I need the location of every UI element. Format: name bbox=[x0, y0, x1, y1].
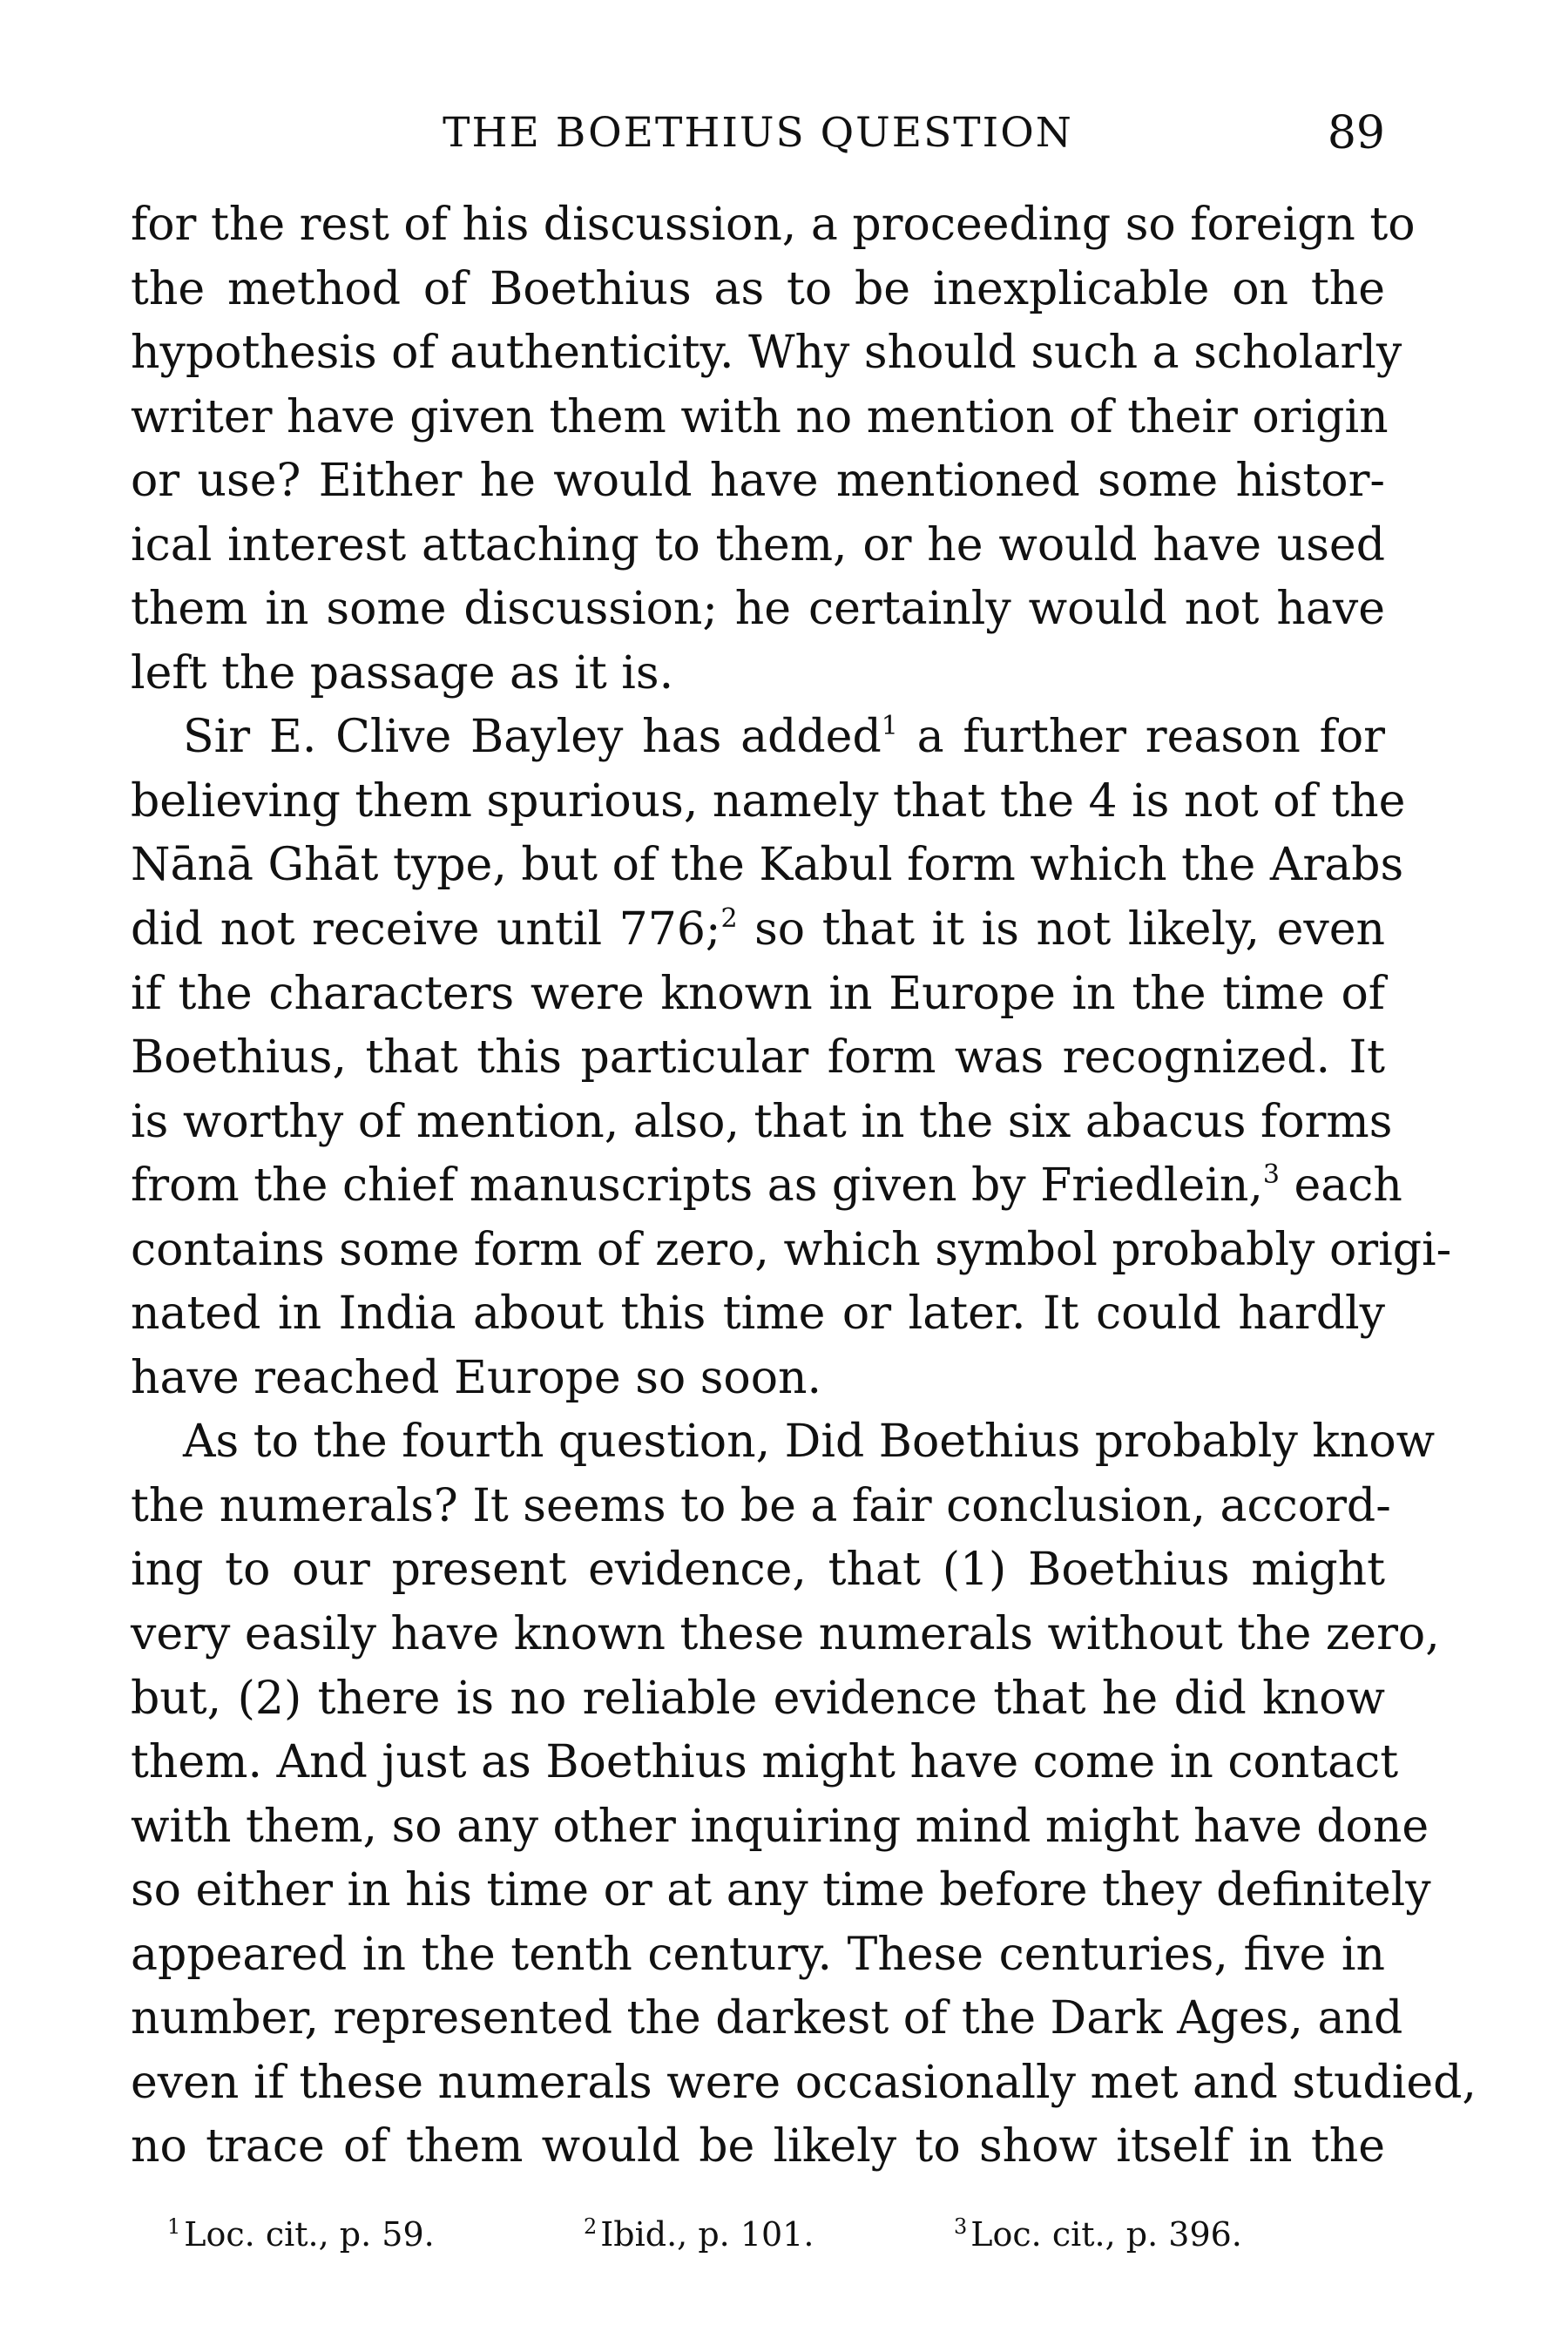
footnote-text: Ibid., p. 101. bbox=[600, 2215, 814, 2254]
text-line: very easily have known these numerals without the zero, bbox=[131, 1608, 1440, 1661]
text-line: is worthy of mention, also, that in the six abacus forms bbox=[131, 1095, 1393, 1148]
text-line: them. And just as Boethius might have come in contact bbox=[131, 1736, 1399, 1789]
text-line bbox=[131, 898, 1385, 963]
body-text bbox=[131, 193, 1477, 2180]
text-line: them in some discussion; he certainly would not have bbox=[131, 583, 1385, 636]
footnote-ref-2: 2 bbox=[720, 903, 738, 935]
text-line: contains some form of zero, which symbol probably origi- bbox=[131, 1223, 1452, 1276]
text-line: writer have given them with no mention of their origin bbox=[131, 390, 1389, 443]
page-number: 89 bbox=[1327, 107, 1385, 159]
footnote-2 bbox=[584, 2208, 814, 2261]
text-segment: Sir E. Clive Bayley has added bbox=[183, 711, 882, 764]
footnote-mark: 2 bbox=[584, 2214, 598, 2239]
text-line: ical interest attaching to them, or he would have used bbox=[131, 518, 1385, 571]
text-line: Boethius, that this particular form was recognized. It bbox=[131, 1031, 1385, 1085]
text-line: appeared in the tenth century. These centuries, five in bbox=[131, 1928, 1385, 1981]
text-line: if the characters were known in Europe in the time of bbox=[131, 967, 1385, 1020]
footnotes bbox=[131, 2208, 1385, 2261]
text-line: the numerals? It seems to be a fair conclusion, accord- bbox=[131, 1479, 1391, 1532]
footnote-3 bbox=[954, 2208, 1242, 2261]
text-line bbox=[131, 1154, 1402, 1219]
text-line: or use? Either he would have mentioned some histor- bbox=[131, 455, 1385, 508]
text-segment: each bbox=[1294, 1159, 1402, 1213]
footnote-text: Loc. cit., p. 59. bbox=[184, 2215, 435, 2254]
text-line: hypothesis of authenticity. Why should such a scholarly bbox=[131, 327, 1402, 380]
text-line: the method of Boethius as to be inexplicable on the bbox=[131, 262, 1385, 315]
text-segment: a further reason for bbox=[916, 711, 1386, 764]
text-line: left the passage as it is. bbox=[131, 646, 674, 700]
text-segment: so that it is not likely, even bbox=[754, 903, 1386, 956]
text-line: nated in India about this time or later. It could hardly bbox=[131, 1288, 1385, 1341]
text-segment: from the chief manuscripts as given by Friedlein, bbox=[131, 1159, 1263, 1213]
footnote-ref-1: 1 bbox=[881, 711, 898, 742]
footnote-mark: 3 bbox=[954, 2214, 968, 2239]
text-line: Nānā Ghāt type, but of the Kabul form which the Arabs bbox=[131, 839, 1404, 892]
text-segment: did not receive until 776; bbox=[131, 903, 721, 956]
text-line: number, represented the darkest of the Dark Ages, and bbox=[131, 1992, 1403, 2045]
footnote-mark: 1 bbox=[167, 2214, 181, 2239]
text-line: with them, so any other inquiring mind might have done bbox=[131, 1800, 1429, 1853]
text-line: ing to our present evidence, that (1) Boethius might bbox=[131, 1544, 1385, 1597]
text-line: have reached Europe so soon. bbox=[131, 1351, 822, 1404]
text-line: but, (2) there is no reliable evidence that he did know bbox=[131, 1672, 1385, 1725]
footnote-text: Loc. cit., p. 396. bbox=[970, 2215, 1242, 2254]
text-line: As to the fourth question, Did Boethius probably know bbox=[183, 1416, 1436, 1469]
text-line bbox=[131, 706, 1385, 770]
footnote-1 bbox=[167, 2208, 435, 2261]
text-line: believing them spurious, namely that the 4 is not of the bbox=[131, 774, 1406, 828]
page-title: THE BOETHIUS QUESTION bbox=[443, 109, 1073, 157]
text-line: no trace of them would be likely to show itself in the bbox=[131, 2120, 1385, 2173]
text-line: so either in his time or at any time before they definitely bbox=[131, 1864, 1431, 1917]
text-line: for the rest of his discussion, a proceeding so foreign to bbox=[131, 199, 1416, 251]
text-line: even if these numerals were occasionally met and studied, bbox=[131, 2056, 1477, 2109]
running-head bbox=[131, 103, 1385, 164]
footnote-ref-3: 3 bbox=[1262, 1159, 1280, 1191]
